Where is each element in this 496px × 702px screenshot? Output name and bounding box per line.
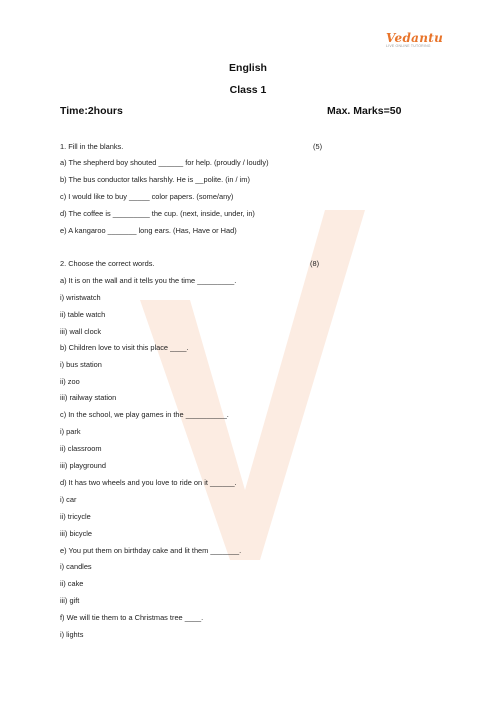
max-marks-label: Max. Marks=50 bbox=[327, 105, 402, 117]
q2-line: iii) gift bbox=[60, 596, 80, 605]
q2-line: ii) table watch bbox=[60, 310, 106, 319]
q2-line: i) bus station bbox=[60, 360, 102, 369]
q2-line: ii) cake bbox=[60, 579, 84, 588]
subject-title: English bbox=[229, 62, 267, 74]
q1-item: d) The coffee is _________ the cup. (next, inside, under, in) bbox=[60, 209, 255, 218]
q2-line: iii) playground bbox=[60, 461, 107, 470]
q2-line: b) Children love to visit this place ____. bbox=[60, 343, 189, 352]
q2-line: i) car bbox=[60, 495, 77, 504]
logo-tagline: LIVE ONLINE TUTORING bbox=[386, 44, 431, 48]
q2-line: iii) bicycle bbox=[60, 529, 93, 538]
class-title: Class 1 bbox=[229, 84, 267, 96]
q2-line: ii) zoo bbox=[60, 377, 80, 386]
q2-line: ii) tricycle bbox=[60, 512, 91, 521]
q1-item: e) A kangaroo _______ long ears. (Has, Have or Had) bbox=[60, 226, 237, 235]
q2-line: c) In the school, we play games in the __________. bbox=[60, 410, 229, 419]
q2-line: i) park bbox=[60, 427, 81, 436]
q2-line: ii) classroom bbox=[60, 444, 102, 453]
q2-line: f) We will tie them to a Christmas tree ____. bbox=[60, 613, 204, 622]
q2-heading: 2. Choose the correct words. bbox=[60, 259, 155, 268]
q1-item: c) I would like to buy _____ color papers. (some/any) bbox=[60, 192, 234, 201]
q1-item: a) The shepherd boy shouted ______ for help. (proudly / loudly) bbox=[60, 158, 269, 167]
q2-line: e) You put them on birthday cake and lit them _______. bbox=[60, 546, 242, 555]
q2-line: i) candles bbox=[60, 562, 92, 571]
q2-line: iii) railway station bbox=[60, 393, 117, 402]
q2-line: d) It has two wheels and you love to ride on it ______. bbox=[60, 478, 237, 487]
q2-line: i) lights bbox=[60, 630, 84, 639]
q1-item: b) The bus conductor talks harshly. He is __polite. (in / im) bbox=[60, 175, 250, 184]
logo-text: Vedantu bbox=[386, 31, 444, 45]
q2-line: iii) wall clock bbox=[60, 327, 102, 336]
q1-heading: 1. Fill in the blanks. bbox=[60, 142, 124, 151]
vedantu-watermark-icon bbox=[120, 190, 380, 570]
q2-line: i) wristwatch bbox=[60, 293, 101, 302]
q2-line: a) It is on the wall and it tells you the time _________. bbox=[60, 276, 237, 285]
q1-marks: (5) bbox=[313, 142, 323, 151]
q2-marks: (8) bbox=[310, 259, 320, 268]
time-label: Time:2hours bbox=[60, 105, 123, 117]
